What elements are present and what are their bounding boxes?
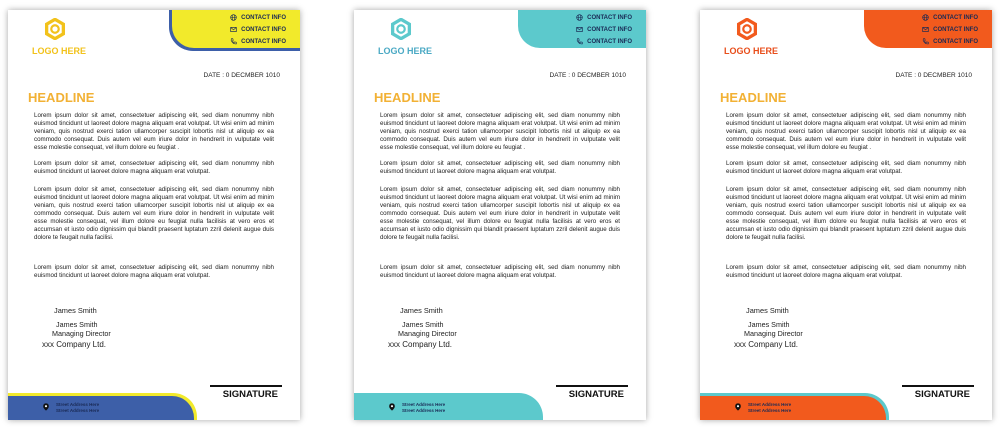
street-address-line: Street Address Here (748, 407, 792, 413)
signature-line (210, 385, 282, 387)
contact-info-label: CONTACT INFO (241, 14, 286, 21)
street-address-line: Street Address Here (56, 402, 100, 407)
signature-label: SIGNATURE (568, 389, 624, 400)
contact-info-row (576, 26, 632, 33)
bottom-accent-tab (354, 396, 540, 420)
hexagon-logo-icon (44, 18, 66, 40)
body-paragraph: Lorem ipsum dolor sit amet, consectetuer adipiscing elit, sed diam nonummy nibh euismod tincidunt ut laoreet dolore magna aliquam erat volutpat. (726, 264, 966, 279)
body-paragraph: Lorem ipsum dolor sit amet, consectetuer adipiscing elit, sed diam nonummy nibh euismod tincidunt ut laoreet dolore magna aliquam erat volutpat. (34, 264, 274, 279)
contact-info-row (576, 14, 632, 21)
bottom-accent-tab (8, 396, 194, 420)
hexagon-logo-icon (390, 18, 412, 40)
signer-title: Managing Director (398, 329, 457, 338)
letter-date: DATE : 0 DECMBER 1010 (895, 72, 972, 79)
body-paragraph: Lorem ipsum dolor sit amet, consectetuer adipiscing elit, sed diam nonummy nibh euismod tincidunt ut laoreet dolore magna aliquam erat volutpat. Ut wisi enim ad minim veniam, quis nostrud exerci tation ullamcorper suscipit lobortis nisl ut aliquip ex ea commodo consequat. Duis autem vel eum iriure dolor in hendrerit in vulputate velit esse molestie consequat, vel illum dolore eu feugiat . (726, 112, 966, 151)
bottom-accent-tab (700, 396, 886, 420)
contact-info-label: CONTACT INFO (587, 38, 632, 45)
company-name: xxx Company Ltd. (42, 340, 107, 349)
signer-name-secondary: James Smith (748, 320, 790, 329)
letterhead-sheet-orange (700, 10, 992, 420)
company-name: xxx Company Ltd. (734, 340, 799, 349)
street-address (748, 402, 791, 413)
letter-date: DATE : 0 DECMBER 1010 (203, 72, 280, 79)
phone-icon (922, 38, 929, 45)
signature-label: SIGNATURE (914, 389, 970, 400)
signature-label: SIGNATURE (222, 389, 278, 400)
street-address-line: Street Address Here (56, 407, 100, 413)
contact-info-label: CONTACT INFO (933, 14, 978, 21)
contact-info-label: CONTACT INFO (933, 26, 978, 33)
signer-name: James Smith (746, 306, 789, 315)
mail-icon (922, 26, 929, 33)
map-pin-icon (388, 402, 396, 412)
street-address-line: Street Address Here (402, 407, 446, 413)
signer-title: Managing Director (52, 329, 111, 338)
body-paragraph: Lorem ipsum dolor sit amet, consectetuer adipiscing elit, sed diam nonummy nibh euismod tincidunt ut laoreet dolore magna aliquam erat volutpat. Ut wisi enim ad minim veniam, quis nostrud exerci tation ullamcorper suscipit lobortis nisl ut aliquip ex ea commodo consequat. Duis autem vel eum iriure dolor in hendrerit in vulputate velit esse molestie consequat, vel illum dolore eu feugiat nulla facilisis at vero eros et accumsan et iusto odio dignissim qui blandit praesent luptatum zzril delenit augue duis dolore te feugait nulla facilisi. (726, 186, 966, 241)
street-address-line: Street Address Here (748, 402, 792, 407)
letterhead-sheet-yellow-blue (8, 10, 300, 420)
mail-icon (576, 26, 583, 33)
contact-info-label: CONTACT INFO (587, 26, 632, 33)
body-paragraph: Lorem ipsum dolor sit amet, consectetuer adipiscing elit, sed diam nonummy nibh euismod tincidunt ut laoreet dolore magna aliquam erat volutpat. (380, 264, 620, 279)
phone-icon (576, 38, 583, 45)
globe-icon (230, 14, 237, 21)
body-paragraph: Lorem ipsum dolor sit amet, consectetuer adipiscing elit, sed diam nonummy nibh euismod tincidunt ut laoreet dolore magna aliquam erat volutpat. (34, 160, 274, 175)
signature-line (556, 385, 628, 387)
contact-info-label: CONTACT INFO (933, 38, 978, 45)
contact-info-row (576, 38, 632, 45)
street-address (402, 402, 445, 413)
contact-info-label: CONTACT INFO (241, 38, 286, 45)
contact-info-row (230, 14, 286, 21)
body-paragraph: Lorem ipsum dolor sit amet, consectetuer adipiscing elit, sed diam nonummy nibh euismod tincidunt ut laoreet dolore magna aliquam erat volutpat. Ut wisi enim ad minim veniam, quis nostrud exerci tation ullamcorper suscipit lobortis nisl ut aliquip ex ea commodo consequat. Duis autem vel eum iriure dolor in hendrerit in vulputate velit esse molestie consequat, vel illum dolore eu feugiat . (380, 112, 620, 151)
logo-text: LOGO HERE (32, 46, 87, 56)
logo-text: LOGO HERE (724, 46, 779, 56)
phone-icon (230, 38, 237, 45)
body-paragraph: Lorem ipsum dolor sit amet, consectetuer adipiscing elit, sed diam nonummy nibh euismod tincidunt ut laoreet dolore magna aliquam erat volutpat. (726, 160, 966, 175)
headline: HEADLINE (720, 90, 787, 105)
mail-icon (230, 26, 237, 33)
body-paragraph: Lorem ipsum dolor sit amet, consectetuer adipiscing elit, sed diam nonummy nibh euismod tincidunt ut laoreet dolore magna aliquam erat volutpat. Ut wisi enim ad minim veniam, quis nostrud exerci tation ullamcorper suscipit lobortis nisl ut aliquip ex ea commodo consequat. Duis autem vel eum iriure dolor in hendrerit in vulputate velit esse molestie consequat, vel illum dolore eu feugiat . (34, 112, 274, 151)
signer-name-secondary: James Smith (402, 320, 444, 329)
contact-info-row (922, 26, 978, 33)
street-address-line: Street Address Here (402, 402, 446, 407)
map-pin-icon (42, 402, 50, 412)
contact-info-row (230, 26, 286, 33)
headline: HEADLINE (28, 90, 95, 105)
globe-icon (576, 14, 583, 21)
signer-title: Managing Director (744, 329, 803, 338)
body-paragraph: Lorem ipsum dolor sit amet, consectetuer adipiscing elit, sed diam nonummy nibh euismod tincidunt ut laoreet dolore magna aliquam erat volutpat. Ut wisi enim ad minim veniam, quis nostrud exerci tation ullamcorper suscipit lobortis nisl ut aliquip ex ea commodo consequat. Duis autem vel eum iriure dolor in hendrerit in vulputate velit esse molestie consequat, vel illum dolore eu feugiat nulla facilisis at vero eros et accumsan et iusto odio dignissim qui blandit praesent luptatum zzril delenit augue duis dolore te feugait nulla facilisi. (380, 186, 620, 241)
signer-name: James Smith (400, 306, 443, 315)
company-name: xxx Company Ltd. (388, 340, 453, 349)
street-address (56, 402, 99, 413)
headline: HEADLINE (374, 90, 441, 105)
globe-icon (922, 14, 929, 21)
letterhead-sheet-teal (354, 10, 646, 420)
body-paragraph: Lorem ipsum dolor sit amet, consectetuer adipiscing elit, sed diam nonummy nibh euismod tincidunt ut laoreet dolore magna aliquam erat volutpat. (380, 160, 620, 175)
contact-info-row (230, 38, 286, 45)
contact-info-label: CONTACT INFO (587, 14, 632, 21)
signer-name: James Smith (54, 306, 97, 315)
hexagon-logo-icon (736, 18, 758, 40)
contact-info-row (922, 14, 978, 21)
signature-line (902, 385, 974, 387)
contact-info-label: CONTACT INFO (241, 26, 286, 33)
letter-date: DATE : 0 DECMBER 1010 (549, 72, 626, 79)
signer-name-secondary: James Smith (56, 320, 98, 329)
map-pin-icon (734, 402, 742, 412)
body-paragraph: Lorem ipsum dolor sit amet, consectetuer adipiscing elit, sed diam nonummy nibh euismod tincidunt ut laoreet dolore magna aliquam erat volutpat. Ut wisi enim ad minim veniam, quis nostrud exerci tation ullamcorper suscipit lobortis nisl ut aliquip ex ea commodo consequat. Duis autem vel eum iriure dolor in hendrerit in vulputate velit esse molestie consequat, vel illum dolore eu feugiat nulla facilisis at vero eros et accumsan et iusto odio dignissim qui blandit praesent luptatum zzril delenit augue duis dolore te feugait nulla facilisi. (34, 186, 274, 241)
contact-info-row (922, 38, 978, 45)
logo-text: LOGO HERE (378, 46, 433, 56)
